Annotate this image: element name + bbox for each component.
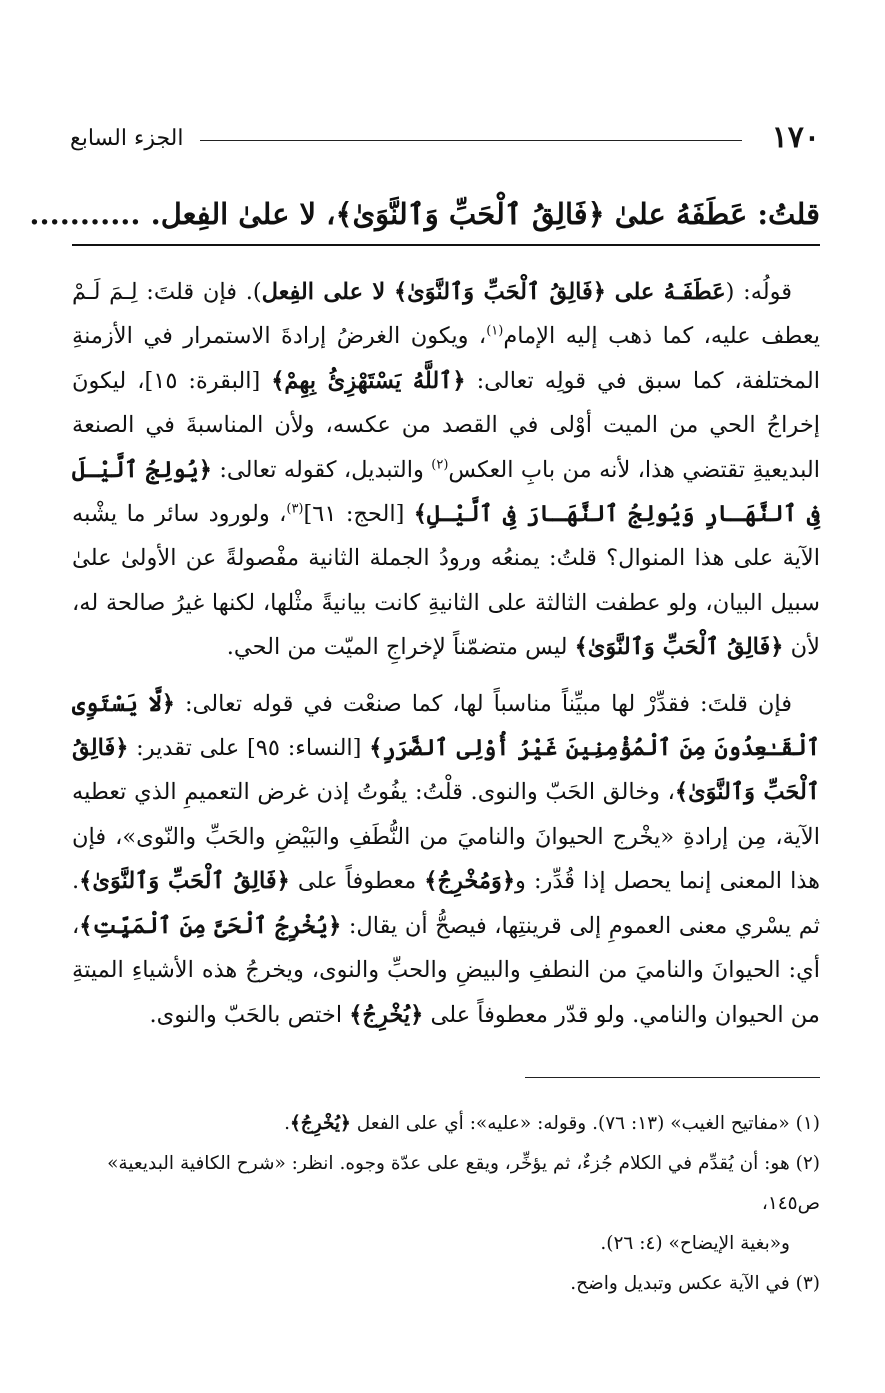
text-span: ، وخالق الحَبّ والنوى. قلْتُ: يفُوتُ إذن غرض التعميمِ الذي تعطيه الآية، مِن إرادةِ «يخْرج الحيوانَ والناميَ من النُّطَفِ والبَيْضِ والحَبِّ والنّوى»، فإن هذا المعنى إنما يحصل إذا قُدِّر: و	[72, 779, 821, 895]
text-span: ، ولورود سائر ما يشْبه الآية على هذا المنوال؟ قلتُ: يمنعُه ورودُ الجملة الثانية مفْصولةً عن الأولىٰ علىٰ سبيل البيان، ولو عطفت الثالثة على الثانيةِ كانت بيانيةً مثْلها، لكنها غيرُ صالحة له، لأن	[72, 501, 820, 661]
text-span: [النساء: ٩٥] على تقدير:	[136, 735, 362, 762]
footnote-ref-1[interactable]: (١)	[486, 323, 504, 339]
footnote-2	[72, 1144, 820, 1224]
heading-tail: ، لا علىٰ الفِعل.	[150, 197, 336, 231]
running-header	[70, 118, 820, 158]
text-span: فإن قلتَ: فقدِّرْ لها مبيِّناً مناسباً لها، كما صنعْت في قوله تعالى:	[184, 690, 792, 717]
text-span: اختص بالحَبّ والنوى.	[149, 1001, 343, 1028]
quran-quote: ﴿وَمُخْرِجُ﴾	[424, 868, 516, 895]
quoted-phrase: لا على الفِعل	[261, 279, 386, 305]
footnote-ref-2[interactable]: (٢)	[431, 457, 449, 473]
heading-dots: ...........	[29, 197, 141, 231]
quran-quote: ﴿يُخْرِجُ﴾	[349, 1001, 424, 1028]
quran-quote: ﴿فَالِقُ ٱلْحَبِّ وَٱلنَّوَىٰ﴾	[574, 634, 784, 661]
quran-quote: ﴿يُخْرِجُ﴾	[289, 1113, 351, 1134]
text-span: ). فإن قلتَ: لِـمَ لَـمْ يعطف عليه، كما ذهب إليه الإمام	[72, 279, 820, 350]
heading-rule	[72, 244, 820, 246]
section-heading	[29, 192, 820, 236]
main-text	[72, 270, 820, 1037]
footnote-text: (١) «مفاتيح الغيب» (١٣: ٧٦). وقوله: «عليه»: أي على الفعل	[356, 1113, 820, 1134]
text-span: معطوفاً على	[297, 868, 417, 895]
footnote-text: .	[284, 1113, 290, 1134]
header-rule	[200, 140, 742, 141]
text-span: ، أي: الحيوانَ والناميَ من النطفِ والبيضِ والحبِّ والنوى، ويخرجُ هذه الأشياءِ الميتةِ من الحيوان والنامي. ولو قدّر معطوفاً على	[72, 912, 820, 1028]
footnote-text: (٣) في الآية عكس وتبديل واضح.	[570, 1273, 820, 1294]
quran-quote: ﴿ٱللَّهُ يَسْتَهْزِئُ بِهِمْ﴾	[271, 367, 466, 394]
quran-quote: ﴿فَالِقُ ٱلْحَبِّ وَٱلنَّوَىٰ﴾	[79, 868, 290, 895]
quoted-phrase: عَطَفَـهُ على	[614, 279, 726, 305]
paragraph-2	[72, 682, 820, 1037]
quran-quote: ﴿فَالِقُ ٱلْحَبِّ وَٱلنَّوَىٰ﴾	[72, 735, 820, 806]
paragraph-1	[72, 270, 820, 670]
text-span: قولُه: (	[725, 279, 793, 305]
heading-quran-quote: ﴿فَالِقُ ٱلْحَبِّ وَٱلنَّوَىٰ﴾	[335, 197, 605, 231]
quran-quote: ﴿يُخْرِجُ ٱلْحَىَّ مِنَ ٱلْمَيِّتِ﴾	[79, 912, 342, 939]
footnote-3	[72, 1264, 820, 1304]
footnotes	[72, 1104, 820, 1304]
text-span: . ثم يسْري معنى العمومِ إلى قرينتِها، فيصحُّ أن يقال:	[72, 868, 820, 939]
quran-quote: ﴿فَالِقُ ٱلْحَبِّ وَٱلنَّوَىٰ﴾	[394, 279, 606, 305]
footnote-separator	[525, 1077, 820, 1078]
quran-quote: ﴿يُولِجُ ٱلَّيْـلَ فِى ٱلنَّهَـارِ وَيُولِجُ ٱلنَّهَـارَ فِى ٱلَّيْـلِ﴾	[72, 456, 821, 528]
footnote-text: (٢) هو: أن يُقدِّم في الكلام جُزءٌ، ثم يؤخِّر، ويقع على عدّة وجوه. انظر: «شرح الكافية البديعية» ص١٤٥،	[107, 1153, 820, 1214]
part-title: الجزء السابع	[70, 126, 184, 151]
footnote-text: و«بغية الإيضاح» (٤: ٢٦).	[600, 1233, 790, 1254]
page-number: ١٧٠	[771, 120, 820, 155]
text-span: [البقرة: ١٥]، ليكونَ إخراجُ الحي من الميت أوْلى في القصد من عكسه، ولأن المناسبةَ في الصنعة البديعيةِ تقتضي هذا، لأنه من بابِ العكس	[72, 367, 821, 483]
text-span: [الحج: ٦١]	[303, 501, 405, 528]
heading-lead: قلتُ: عَطَفَهُ علىٰ	[614, 197, 820, 231]
text-span: ، ويكون الغرضُ إرادةَ الاستمرار في الأزمنةِ المختلفة، كما سبق في قولِه تعالى:	[72, 323, 821, 394]
footnote-2-continued	[72, 1224, 820, 1264]
text-span: والتبديل، كقوله تعالى:	[219, 456, 424, 483]
quran-quote: ﴿لَّا يَسْتَوِى ٱلْقَـٰعِدُونَ مِنَ ٱلْمُؤْمِنِينَ غَيْرُ أُوْلِى ٱلضَّرَرِ﴾	[72, 690, 821, 762]
footnote-ref-3[interactable]: (٣)	[286, 501, 304, 517]
text-span: ليس متضمّناً لإخراجِ الميّت من الحي.	[226, 634, 568, 661]
footnote-1	[72, 1104, 820, 1144]
